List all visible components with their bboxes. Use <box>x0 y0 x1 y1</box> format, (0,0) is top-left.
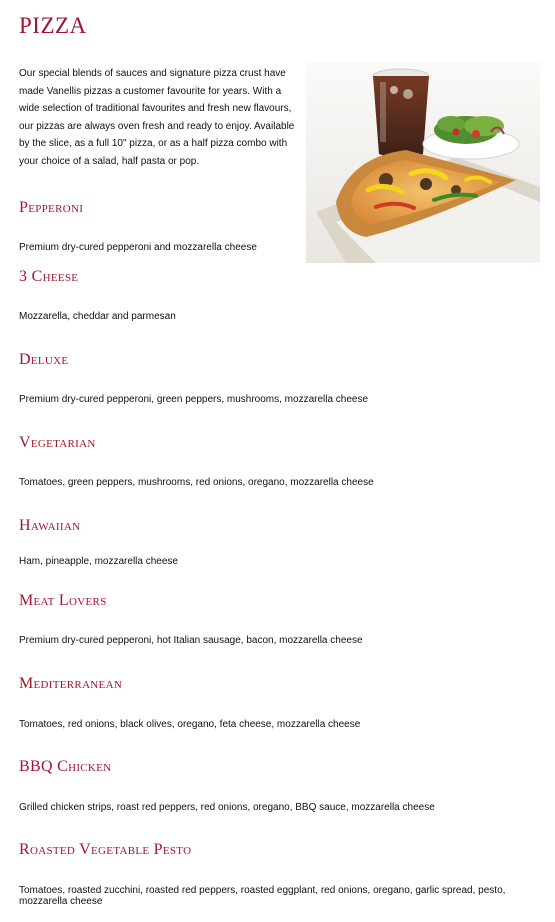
menu-item-name: Pepperoni <box>19 199 84 216</box>
pizza-salad-drink-photo <box>306 62 540 263</box>
menu-item-description: Ham, pineapple, mozzarella cheese <box>19 556 178 567</box>
menu-item-description: Mozzarella, cheddar and parmesan <box>19 311 176 322</box>
menu-item-name: Hawaiian <box>19 517 81 534</box>
menu-item-description: Tomatoes, red onions, black olives, oregano, feta cheese, mozzarella cheese <box>19 719 361 730</box>
menu-item-name: Roasted Vegetable Pesto <box>19 841 192 858</box>
intro-paragraph: Our special blends of sauces and signature pizza crust have made Vanellis pizzas a customer favourite for years. With a wide selection of traditional favourites and fresh new flavours, our pizzas are always oven fresh and ready to enjoy. Available by the slice, as a full 10" pizza, or as a half pizza combo with your choice of a salad, half pasta or pop. <box>19 68 295 167</box>
menu-item-name: Deluxe <box>19 351 69 368</box>
menu-item-description: Tomatoes, green peppers, mushrooms, red onions, oregano, mozzarella cheese <box>19 477 374 488</box>
menu-item-description: Premium dry-cured pepperoni and mozzarella cheese <box>19 242 257 253</box>
menu-item-description: Tomatoes, roasted zucchini, roasted red peppers, roasted eggplant, red onions, oregano, garlic spread, pesto, mozzarella cheese <box>19 885 506 907</box>
menu-item-name: Mediterranean <box>19 675 123 692</box>
menu-item-name: Vegetarian <box>19 434 96 451</box>
page-title: PIZZA <box>19 13 87 38</box>
menu-item-description: Premium dry-cured pepperoni, green peppers, mushrooms, mozzarella cheese <box>19 394 369 405</box>
menu-item-name: 3 Cheese <box>19 268 79 285</box>
menu-item-description: Grilled chicken strips, roast red peppers, red onions, oregano, BBQ sauce, mozzarella cheese <box>19 802 435 813</box>
menu-item-name: BBQ Chicken <box>19 758 112 775</box>
menu-item-description: Premium dry-cured pepperoni, hot Italian sausage, bacon, mozzarella cheese <box>19 635 363 646</box>
menu-item-name: Meat Lovers <box>19 592 107 609</box>
